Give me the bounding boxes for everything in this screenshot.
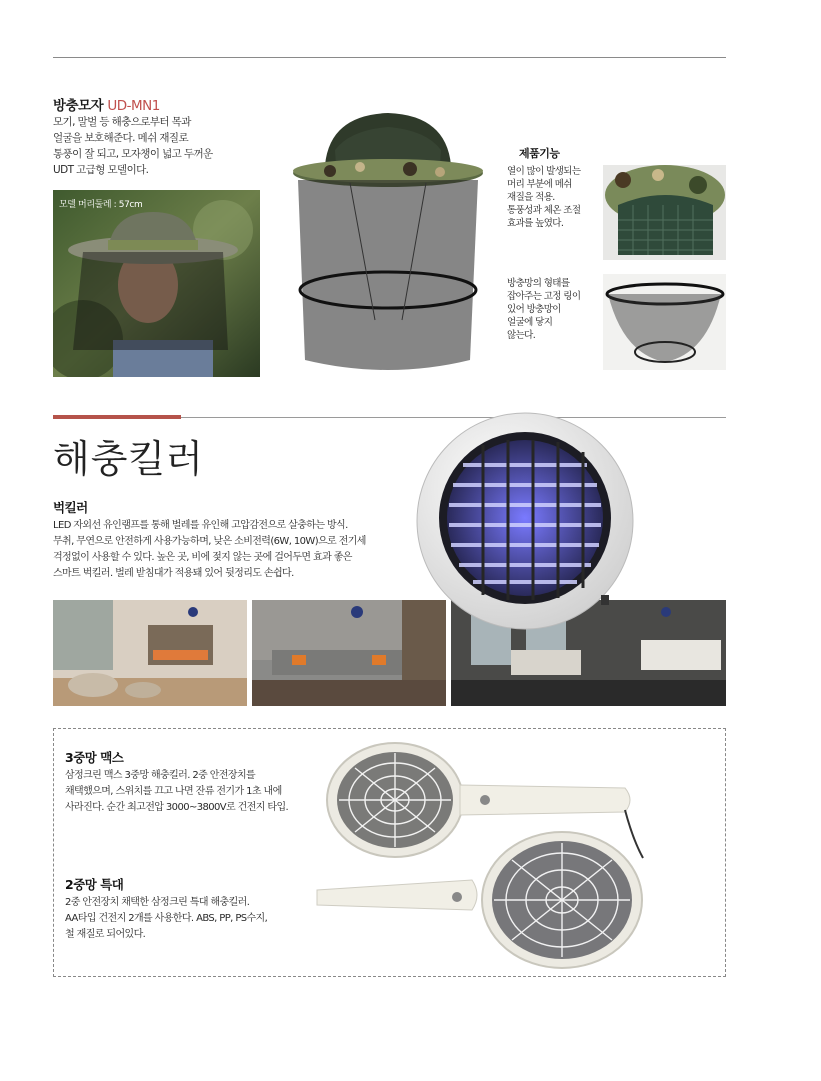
racket-special-image [312, 825, 647, 975]
feature2-line: 있어 방충망이 [507, 304, 561, 315]
feature2-photo [603, 274, 726, 370]
hat-model: UD-MN1 [107, 98, 160, 114]
hat-illustration [290, 105, 486, 375]
feature1-line: 열이 많이 발생되는 [507, 166, 581, 177]
hat-title [53, 94, 160, 114]
top-divider [53, 57, 726, 58]
photo-caption: 모델 머리둘레 : 57cm [59, 200, 143, 210]
mesh-closeup-illustration [603, 165, 726, 260]
feature2-line: 방충망의 형태를 [507, 278, 570, 289]
hat-description [53, 114, 263, 178]
racket-max-line: 삼정크린 맥스 3중망 해충킬러. 2중 안전장치를 [65, 770, 256, 781]
ring-closeup-illustration [603, 274, 726, 370]
racket-special-line: 2중 안전장치 채택한 삼정크린 특대 해충킬러. [65, 897, 250, 908]
hat-model-photo [53, 190, 260, 377]
racket-max-line: 채택했으며, 스위치를 끄고 나면 잔류 전기가 1초 내에 [65, 786, 282, 797]
racket-max-line: 사라진다. 순간 최고전압 3000~3800V로 건전지 타입. [65, 802, 289, 813]
hat-title-text: 방충모자 [53, 98, 104, 114]
section-accent-bar [53, 415, 181, 419]
racket-special-title: 2중망 특대 [65, 877, 124, 892]
racket-max-description [65, 768, 325, 816]
hat-desc-line: UDT 고급형 모델이다. [53, 164, 149, 176]
bug-desc-line: 걱정없이 사용할 수 있다. 높은 곳, 비에 젖지 않는 곳에 걸어두면 효과 좋은 [53, 552, 352, 563]
racket-special-description [65, 895, 325, 943]
features-title: 제품기능 [519, 147, 560, 160]
hat-desc-line: 모기, 말벌 등 해충으로부터 목과 [53, 116, 191, 128]
feature2-line: 잡아주는 고정 링이 [507, 291, 581, 302]
hat-product-image [290, 105, 486, 375]
feature2-text [507, 277, 602, 342]
racket-special-line: AA타입 건전지 2개를 사용한다. ABS, PP, PS수지, [65, 913, 268, 924]
feature2-line: 않는다. [507, 330, 536, 341]
interior-photo-living [53, 600, 247, 706]
feature2-line: 얼굴에 닿지 [507, 317, 553, 328]
bug-killer-illustration [413, 410, 637, 632]
hat-desc-line: 얼굴을 보호해준다. 메쉬 재질로 [53, 132, 189, 144]
racket-max-title: 3중망 맥스 [65, 750, 124, 765]
living-room-illustration [53, 600, 247, 706]
section-title: 해충킬러 [53, 437, 204, 481]
feature1-photo [603, 165, 726, 260]
bug-desc-line: 스마트 벅킬러. 벌레 받침대가 적용돼 있어 뒷정리도 손쉽다. [53, 568, 294, 579]
bug-killer-device-image [413, 410, 637, 632]
bug-killer-title: 벅킬러 [53, 500, 88, 515]
feature1-text [507, 165, 602, 230]
racket-special-illustration [312, 825, 647, 975]
feature1-line: 통풍성과 체온 조절 [507, 205, 581, 216]
racket-special-line: 철 재질로 되어있다. [65, 929, 146, 940]
feature1-line: 효과를 높였다. [507, 218, 564, 229]
bug-desc-line: LED 자외선 유인램프를 통해 벌레를 유인해 고압감전으로 살충하는 방식. [53, 520, 348, 531]
bug-killer-description [53, 518, 423, 582]
feature1-line: 머리 부분에 메쉬 [507, 179, 572, 190]
model-photo-illustration [53, 190, 260, 377]
feature1-line: 재질을 적용. [507, 192, 555, 203]
bug-desc-line: 무취, 무연으로 안전하게 사용가능하며, 낮은 소비전력(6W, 10W)으로 전기세 [53, 536, 366, 547]
hat-desc-line: 통풍이 잘 되고, 모자챙이 넓고 두꺼운 [53, 148, 213, 160]
